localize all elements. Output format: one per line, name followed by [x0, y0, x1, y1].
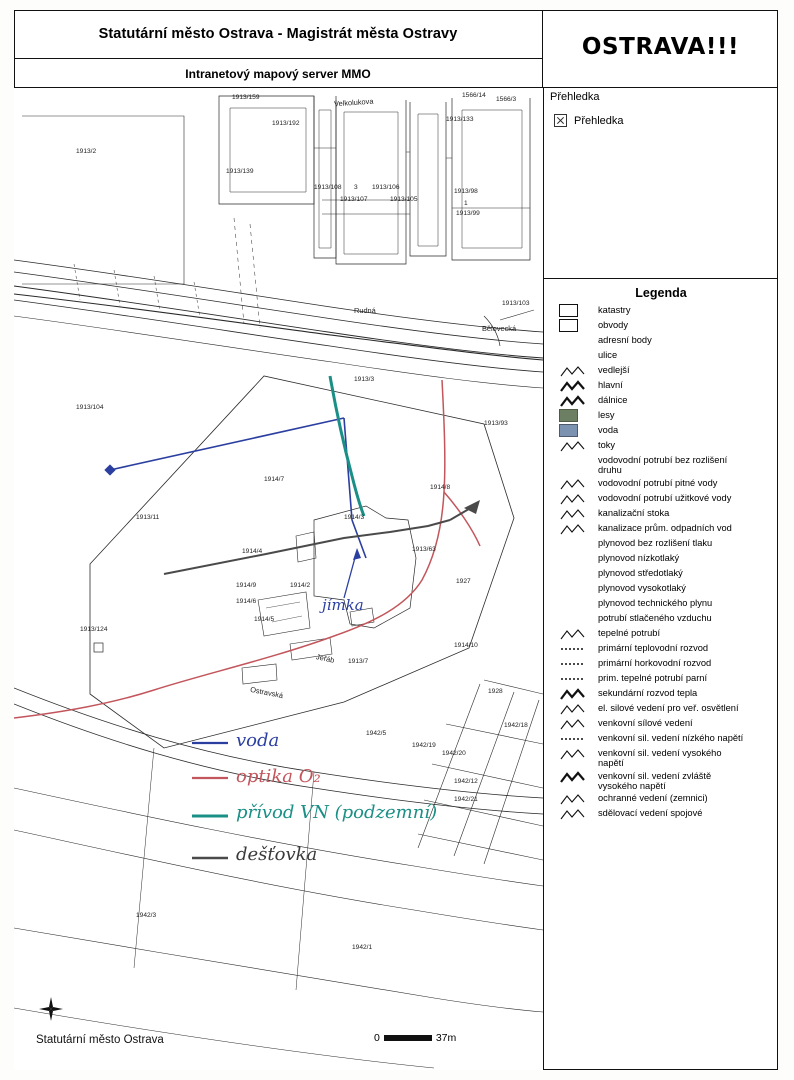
legend-item[interactable]	[544, 507, 778, 521]
annotation-privod-vn: přívod VN (podzemní)	[236, 802, 438, 823]
legend-item[interactable]	[544, 642, 778, 656]
legend-item-label: vedlejší	[598, 365, 630, 375]
parcel-label: 1942/5	[366, 730, 387, 737]
parcel-label: 3	[354, 184, 358, 191]
header-right	[543, 10, 778, 88]
parcel-label: 1913/106	[372, 184, 400, 191]
legend-title: Legenda	[635, 286, 687, 300]
parcel-label: 1914/7	[264, 476, 285, 483]
legend-symbol-zigzag-thin-icon	[558, 792, 592, 806]
legend-item[interactable]	[544, 439, 778, 453]
legend-item-label: kanalizační stoka	[598, 507, 670, 518]
legend-item[interactable]	[544, 364, 778, 378]
legend-item-label: katastry	[598, 305, 631, 315]
parcel-label: 1913/63	[412, 546, 436, 553]
legend-item-label: hlavní	[598, 380, 623, 390]
legend-list	[544, 304, 778, 1070]
parcel-label: 1914/8	[430, 484, 451, 491]
legend-item-label: plynovod bez rozlišení tlaku	[598, 537, 713, 548]
parcel-label: 1913/108	[314, 184, 342, 191]
legend-symbol-box-green-icon	[558, 409, 592, 423]
legend-item-label: venkovní sílové vedení	[598, 717, 693, 728]
parcel-label: 1913/139	[226, 168, 254, 175]
legend-item[interactable]	[544, 732, 778, 746]
legend-symbol-box-outline-icon	[558, 319, 592, 333]
street-label-jerab: Jeřáb	[315, 652, 336, 665]
parcel-label: 1913/11	[136, 514, 160, 521]
parcel-label: 1942/18	[504, 722, 528, 729]
legend-item-label: vodovodní potrubí užitkové vody	[598, 492, 732, 503]
legend-item[interactable]	[544, 627, 778, 641]
parcel-label: 1913/192	[272, 120, 300, 127]
annotation-jimka: jímka	[322, 596, 364, 614]
legend-symbol-zigzag-thin-icon	[558, 492, 592, 506]
parcel-label: 1914/2	[290, 582, 311, 589]
legend-item-label: obvody	[598, 320, 628, 330]
parcel-label: 1913/133	[446, 116, 474, 123]
brand-logo: OSTRAVA!!!	[581, 34, 740, 60]
parcel-label: 1913/107	[340, 196, 368, 203]
overview-checkbox-row[interactable]	[554, 114, 624, 127]
parcel-label: 1913/159	[232, 94, 260, 101]
legend-item[interactable]	[544, 747, 778, 769]
legend-item-label: el. silové vedení pro veř. osvětlení	[598, 702, 739, 713]
parcel-label: 1913/99	[456, 210, 480, 217]
street-label-velkolukova: Velkolukova	[333, 96, 374, 109]
legend-item[interactable]	[544, 582, 778, 596]
parcel-label: 1913/93	[484, 420, 508, 427]
legend-symbol-zigzag-thin-icon	[558, 702, 592, 716]
legend-symbol-none-icon	[558, 454, 592, 468]
legend-item[interactable]	[544, 319, 778, 333]
parcel-label: 1927	[456, 578, 471, 585]
legend-symbol-none-icon	[558, 597, 592, 611]
parcel-label: 1942/1	[352, 944, 373, 951]
parcel-label: 1913/2	[76, 148, 97, 155]
legend-symbol-dots-icon	[558, 672, 592, 686]
legend-symbol-zigzag-bold-icon	[558, 379, 592, 393]
legend-item-label: plynovod středotlaký	[598, 567, 683, 578]
legend-item[interactable]	[544, 567, 778, 581]
legend-item[interactable]	[544, 702, 778, 716]
parcel-label: 1914/3	[344, 514, 365, 521]
legend-symbol-zigzag-thin-icon	[558, 807, 592, 821]
legend-item[interactable]	[544, 349, 778, 363]
legend-symbol-none-icon	[558, 537, 592, 551]
legend-item-label: ulice	[598, 350, 618, 360]
scale-bar-graphic	[384, 1035, 432, 1041]
legend-symbol-dots-icon	[558, 732, 592, 746]
legend-item[interactable]	[544, 537, 778, 551]
legend-symbol-zigzag-thin-icon	[558, 477, 592, 491]
map-footer-text: Statutární město Ostrava	[36, 1034, 164, 1046]
legend-symbol-zigzag-thin-icon	[558, 717, 592, 731]
header-divider	[14, 58, 542, 59]
legend-item-label: kanalizace prům. odpadních vod	[598, 522, 732, 533]
legend-item-label: potrubí stlačeného vzduchu	[598, 612, 712, 623]
legend-symbol-zigzag-thin-icon	[558, 627, 592, 641]
parcel-label: 1942/12	[454, 778, 478, 785]
legend-item[interactable]	[544, 597, 778, 611]
legend-item-label: sdělovací vedení spojové	[598, 808, 703, 819]
legend-symbol-none-icon	[558, 334, 592, 348]
parcel-label: 1913/124	[80, 626, 108, 633]
parcel-label: 1913/98	[454, 188, 478, 195]
legend-symbol-box-blue-icon	[558, 424, 592, 438]
legend-symbol-none-icon	[558, 582, 592, 596]
legend-item[interactable]	[544, 612, 778, 626]
legend-symbol-box-outline-icon	[558, 304, 592, 318]
legend-item[interactable]	[544, 454, 778, 476]
compass-icon	[38, 996, 64, 1022]
page-title: Statutární město Ostrava - Magistrát města Ostravy	[98, 26, 458, 42]
legend-item[interactable]	[544, 792, 778, 806]
legend-item-label: sekundární rozvod tepla	[598, 687, 698, 698]
legend-item-label: voda	[598, 425, 619, 435]
legend-item-label: vodovodní potrubí bez rozlišení druhu	[598, 455, 728, 476]
street-label-belovecka: Bělovecká	[482, 324, 517, 333]
legend-item-label: ochranné vedení (zemnici)	[598, 793, 708, 804]
legend-symbol-none-icon	[558, 567, 592, 581]
scale-bar	[374, 1032, 456, 1044]
legend-item-label: vodovodní potrubí pitné vody	[598, 477, 718, 488]
legend-symbol-zigzag-thin-icon	[558, 364, 592, 378]
legend-item[interactable]	[544, 717, 778, 731]
scale-min: 0	[374, 1032, 380, 1044]
parcel-label: 1942/19	[412, 742, 436, 749]
legend-symbol-zigzag-thin-icon	[558, 507, 592, 521]
legend-item[interactable]	[544, 477, 778, 491]
parcel-label: 1913/103	[502, 300, 530, 307]
header-left	[14, 10, 543, 88]
legend-item-label: plynovod vysokotlaký	[598, 582, 686, 593]
legend-item-label: venkovní sil. vedení nízkého napětí	[598, 732, 744, 743]
parcel-label: 1913/3	[354, 376, 375, 383]
legend-item-label: plynovod technického plynu	[598, 597, 713, 608]
parcel-label: 1942/3	[136, 912, 157, 919]
legend-symbol-zigzag-bold-icon	[558, 394, 592, 408]
checkbox-checked-icon[interactable]	[554, 114, 567, 127]
legend-item-label: toky	[598, 440, 616, 450]
parcel-label: 1914/6	[236, 598, 257, 605]
legend-item[interactable]	[544, 334, 778, 348]
legend-item[interactable]	[544, 552, 778, 566]
parcel-label: 1914/9	[236, 582, 257, 589]
parcel-label: 1928	[488, 688, 503, 695]
street-label-ostravska: Ostravská	[249, 684, 284, 701]
legend-item[interactable]	[544, 492, 778, 506]
legend-symbol-zigzag-thin-icon	[558, 747, 592, 761]
legend-panel	[543, 88, 778, 1070]
legend-item[interactable]	[544, 770, 778, 792]
legend-item[interactable]	[544, 807, 778, 821]
legend-symbol-dots-icon	[558, 657, 592, 671]
legend-item[interactable]	[544, 409, 778, 423]
legend-item-label: lesy	[598, 410, 615, 420]
legend-item-label: dálnice	[598, 395, 628, 405]
legend-item[interactable]	[544, 657, 778, 671]
legend-item[interactable]	[544, 379, 778, 393]
parcel-label: 1914/4	[242, 548, 263, 555]
legend-symbol-dots-icon	[558, 642, 592, 656]
annotation-destovka: dešťovka	[236, 844, 318, 865]
annotation-voda: voda	[236, 730, 280, 751]
legend-item[interactable]	[544, 672, 778, 686]
overview-checkbox-label: Přehledka	[574, 114, 624, 127]
legend-item-label: primární horkovodní rozvod	[598, 657, 712, 668]
parcel-label: 1914/5	[254, 616, 275, 623]
map-canvas[interactable]	[14, 88, 543, 1070]
legend-item-label: primární teplovodní rozvod	[598, 642, 709, 653]
legend-item-label: plynovod nízkotlaký	[598, 552, 680, 563]
legend-symbol-zigzag-bold-icon	[558, 687, 592, 701]
legend-item[interactable]	[544, 522, 778, 536]
overview-title: Přehledka	[550, 91, 600, 103]
legend-item[interactable]	[544, 304, 778, 318]
legend-symbol-zigzag-bold-icon	[558, 770, 592, 784]
parcel-label: 1914/10	[454, 642, 478, 649]
legend-item-label: tepelné potrubí	[598, 627, 661, 638]
legend-symbol-zigzag-thin-icon	[558, 522, 592, 536]
parcel-label: 1913/7	[348, 658, 369, 665]
legend-symbol-none-icon	[558, 552, 592, 566]
legend-item-label: adresní body	[598, 335, 652, 345]
parcel-label: 1566/3	[496, 96, 517, 103]
parcel-label: 1942/20	[442, 750, 466, 757]
parcel-label: 1942/21	[454, 796, 478, 803]
parcel-label: 1913/104	[76, 404, 104, 411]
legend-item[interactable]	[544, 424, 778, 438]
street-label-rudna: Rudná	[354, 306, 376, 315]
legend-symbol-none-icon	[558, 612, 592, 626]
legend-item-label: venkovní sil. vedení zvláště vysokého napětí	[598, 770, 712, 792]
header-subtitle: Intranetový mapový server MMO	[185, 67, 371, 81]
panel-divider	[544, 278, 778, 279]
parcel-label: 1913/105	[390, 196, 418, 203]
legend-symbol-zigzag-thin-icon	[558, 439, 592, 453]
parcel-label: 1566/14	[462, 92, 486, 99]
legend-item[interactable]	[544, 394, 778, 408]
annotation-optika: optika O₂	[236, 766, 321, 787]
parcel-label: 1	[464, 200, 468, 207]
legend-item-label: prim. tepelné potrubí parní	[598, 672, 708, 683]
legend-item[interactable]	[544, 687, 778, 701]
legend-item-label: venkovní sil. vedení vysokého napětí	[598, 747, 722, 769]
legend-symbol-none-icon	[558, 349, 592, 363]
scale-max: 37m	[435, 1032, 457, 1044]
